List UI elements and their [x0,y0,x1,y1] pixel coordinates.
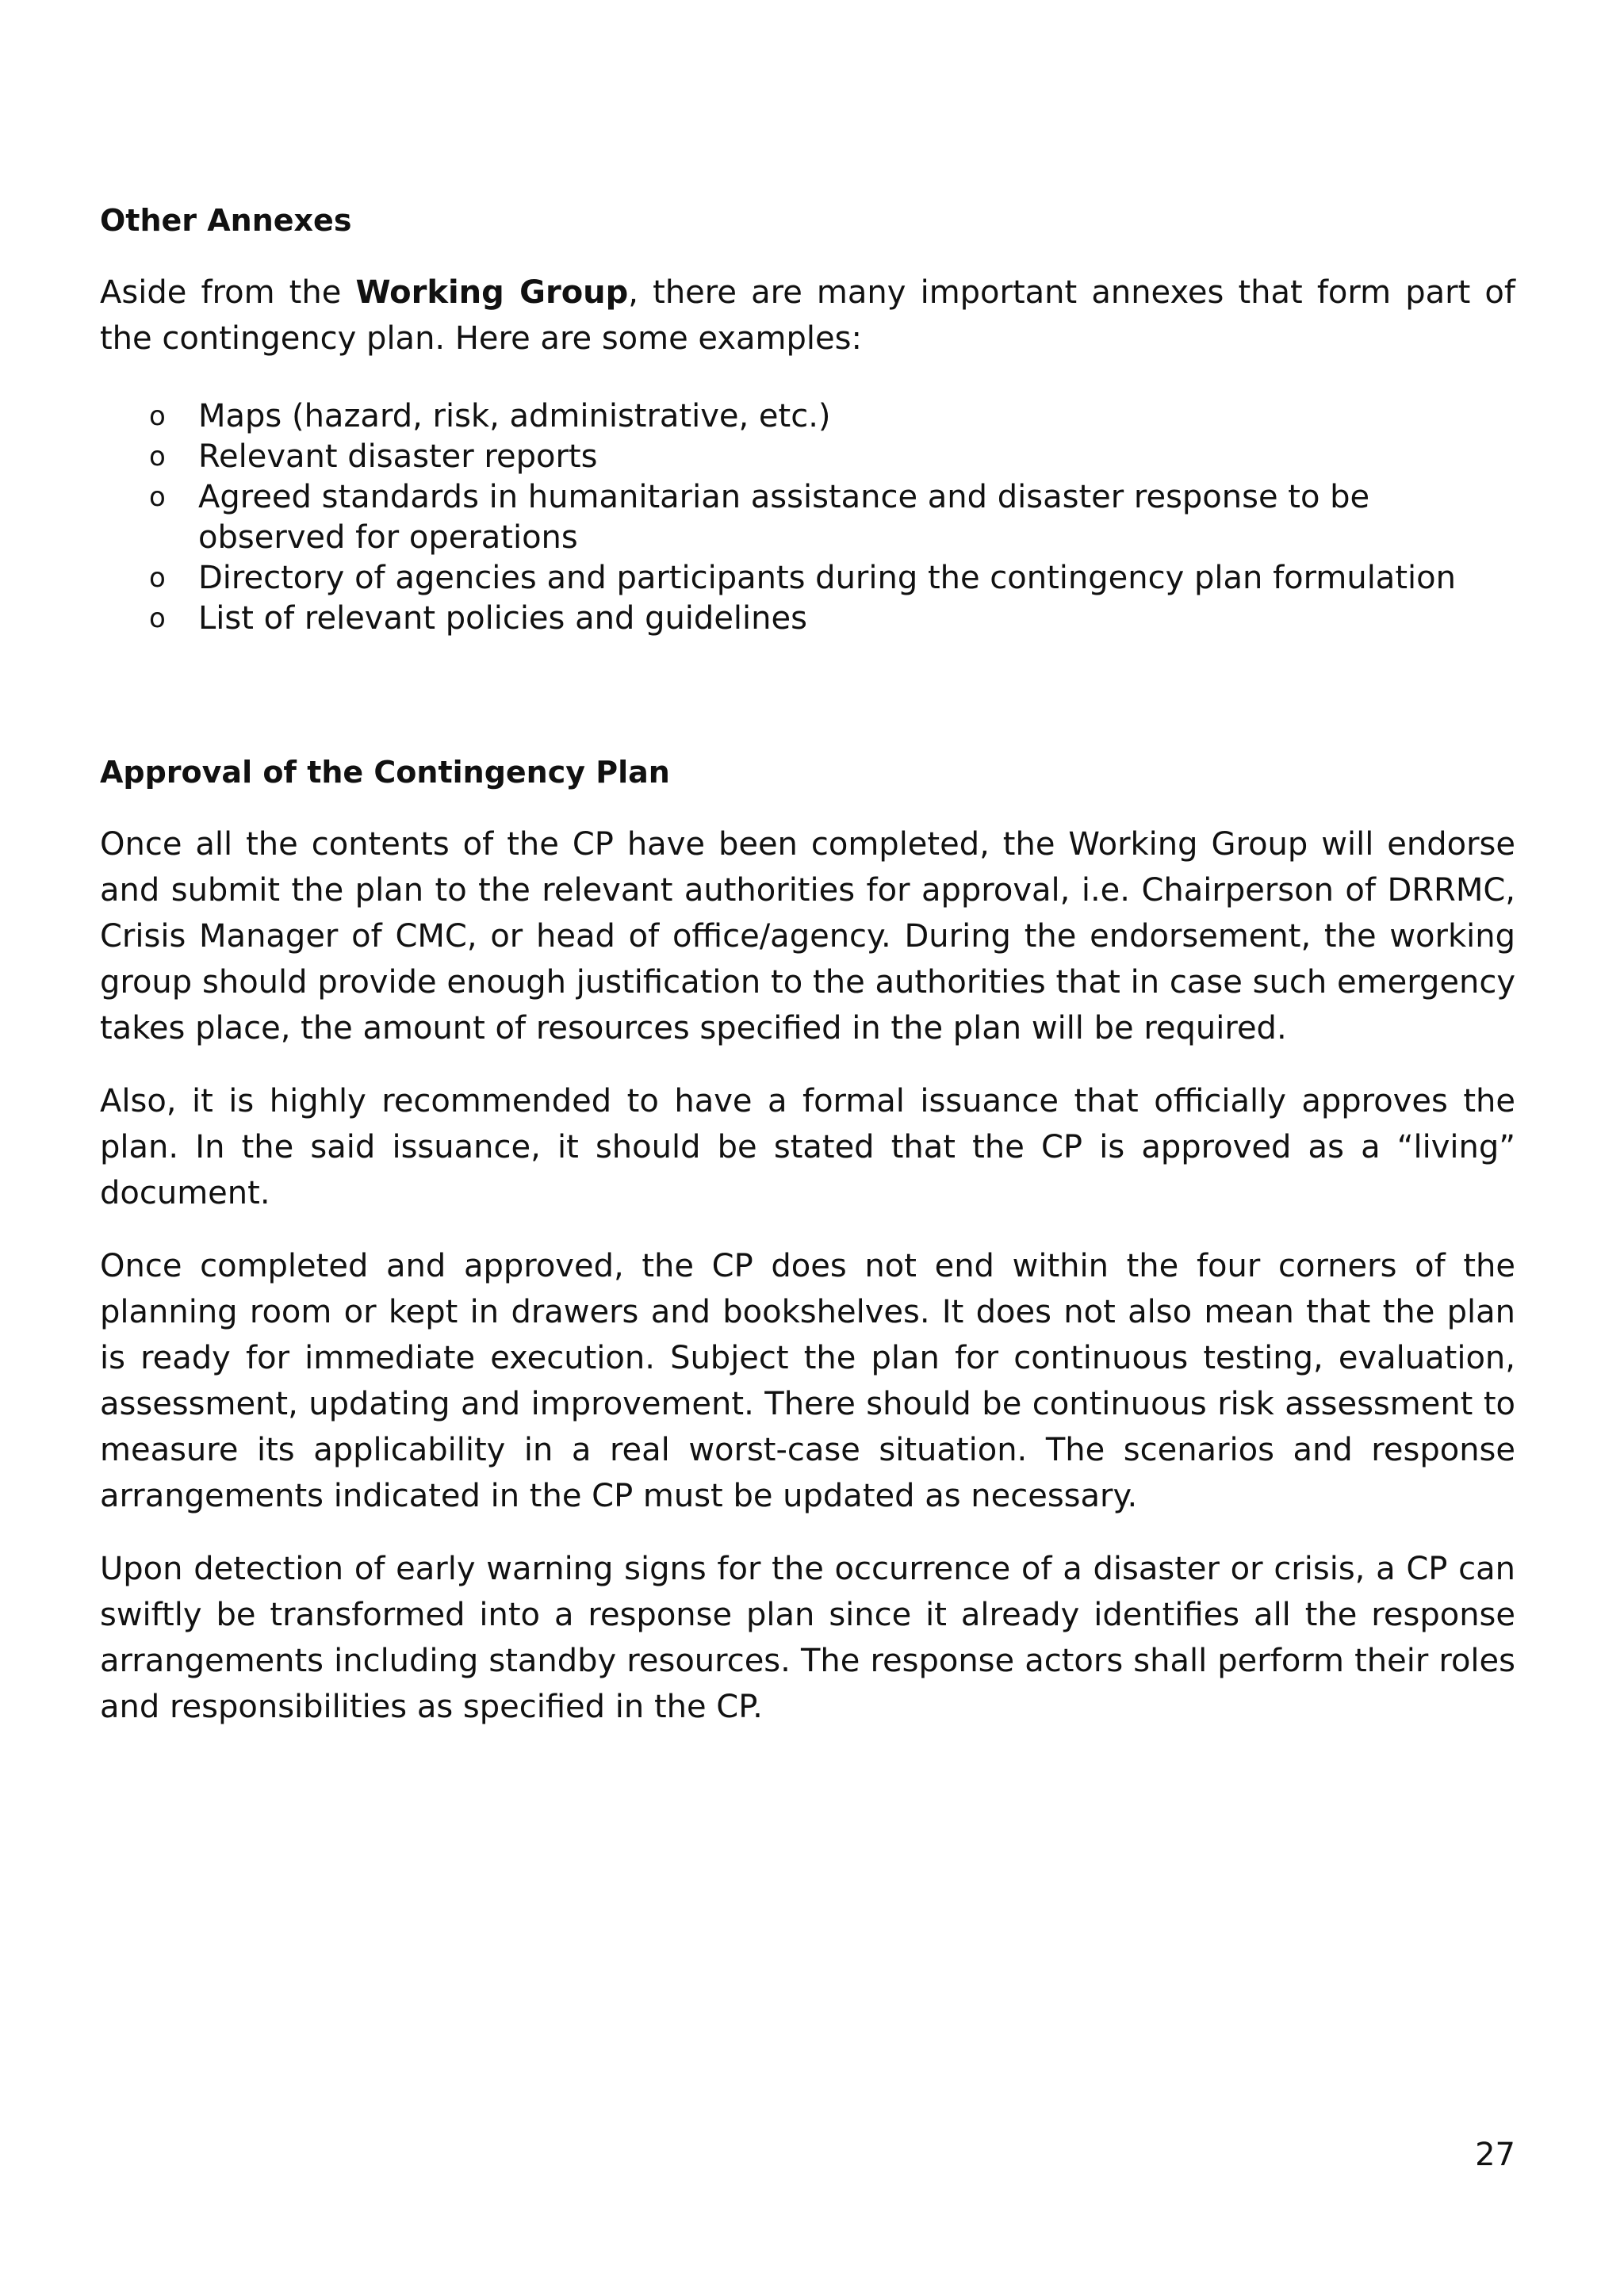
heading-other-annexes: Other Annexes [100,203,352,238]
bullet-icon: o [149,400,166,432]
list-item-text: Directory of agencies and participants during the contingency plan formulation [198,560,1456,596]
list-item-text: Maps (hazard, risk, administrative, etc.) [198,398,831,434]
list-item-text: Relevant disaster reports [198,438,598,475]
list-item [100,396,1515,437]
heading-approval: Approval of the Contingency Plan [100,755,670,790]
section-approval [100,750,1515,1730]
list-item [100,477,1515,558]
bullet-icon: o [149,481,166,513]
intro-bold-term: Working Group [355,274,629,311]
approval-paragraph: Also, it is highly recommended to have a formal issuance that officially approves the plan. In the said issuance, it should be stated that the CP is approved as a “living” document. [100,1083,1515,1211]
bullet-icon: o [149,603,166,634]
list-item-text: Agreed standards in humanitarian assistance and disaster response to be observed for operations [198,479,1370,556]
section-other-annexes [100,198,1515,639]
page-content [100,198,1515,1757]
intro-paragraph [100,270,1515,362]
list-item [100,558,1515,599]
approval-paragraph: Upon detection of early warning signs for the occurrence of a disaster or crisis, a CP can swiftly be transformed into a response plan since it already identifies all the response arrangements including standby resources. The response actors shall perform their roles and responsibilities as specified in the CP. [100,1551,1515,1725]
list-item [100,599,1515,639]
list-item [100,437,1515,477]
approval-paragraph: Once completed and approved, the CP does not end within the four corners of the planning room or kept in drawers and bookshelves. It does not also mean that the plan is ready for immediate execution. Subject the plan for continuous testing, evaluation, assessment, updating and improvement. There should be continuous risk assessment to measure its applicability in a real worst-case situation. The scenarios and response arrangements indicated in the CP must be updated as necessary. [100,1248,1515,1514]
intro-text-after: , there are many important annexes that form part of the contingency plan. Here are some examples: [100,274,1515,357]
intro-text-before: Aside from the [100,274,356,311]
page-number: 27 [1475,2137,1515,2173]
list-item-text: List of relevant policies and guidelines [198,600,807,637]
bullet-icon: o [149,441,166,473]
annex-list [100,396,1515,639]
approval-paragraph: Once all the contents of the CP have been completed, the Working Group will endorse and submit the plan to the relevant authorities for approval, i.e. Chairperson of DRRMC, Crisis Manager of CMC, or head of office/agency. During the endorsement, the working group should provide enough justification to the authorities that in case such emergency takes place, the amount of resources specified in the plan will be required. [100,826,1515,1047]
bullet-icon: o [149,562,166,594]
